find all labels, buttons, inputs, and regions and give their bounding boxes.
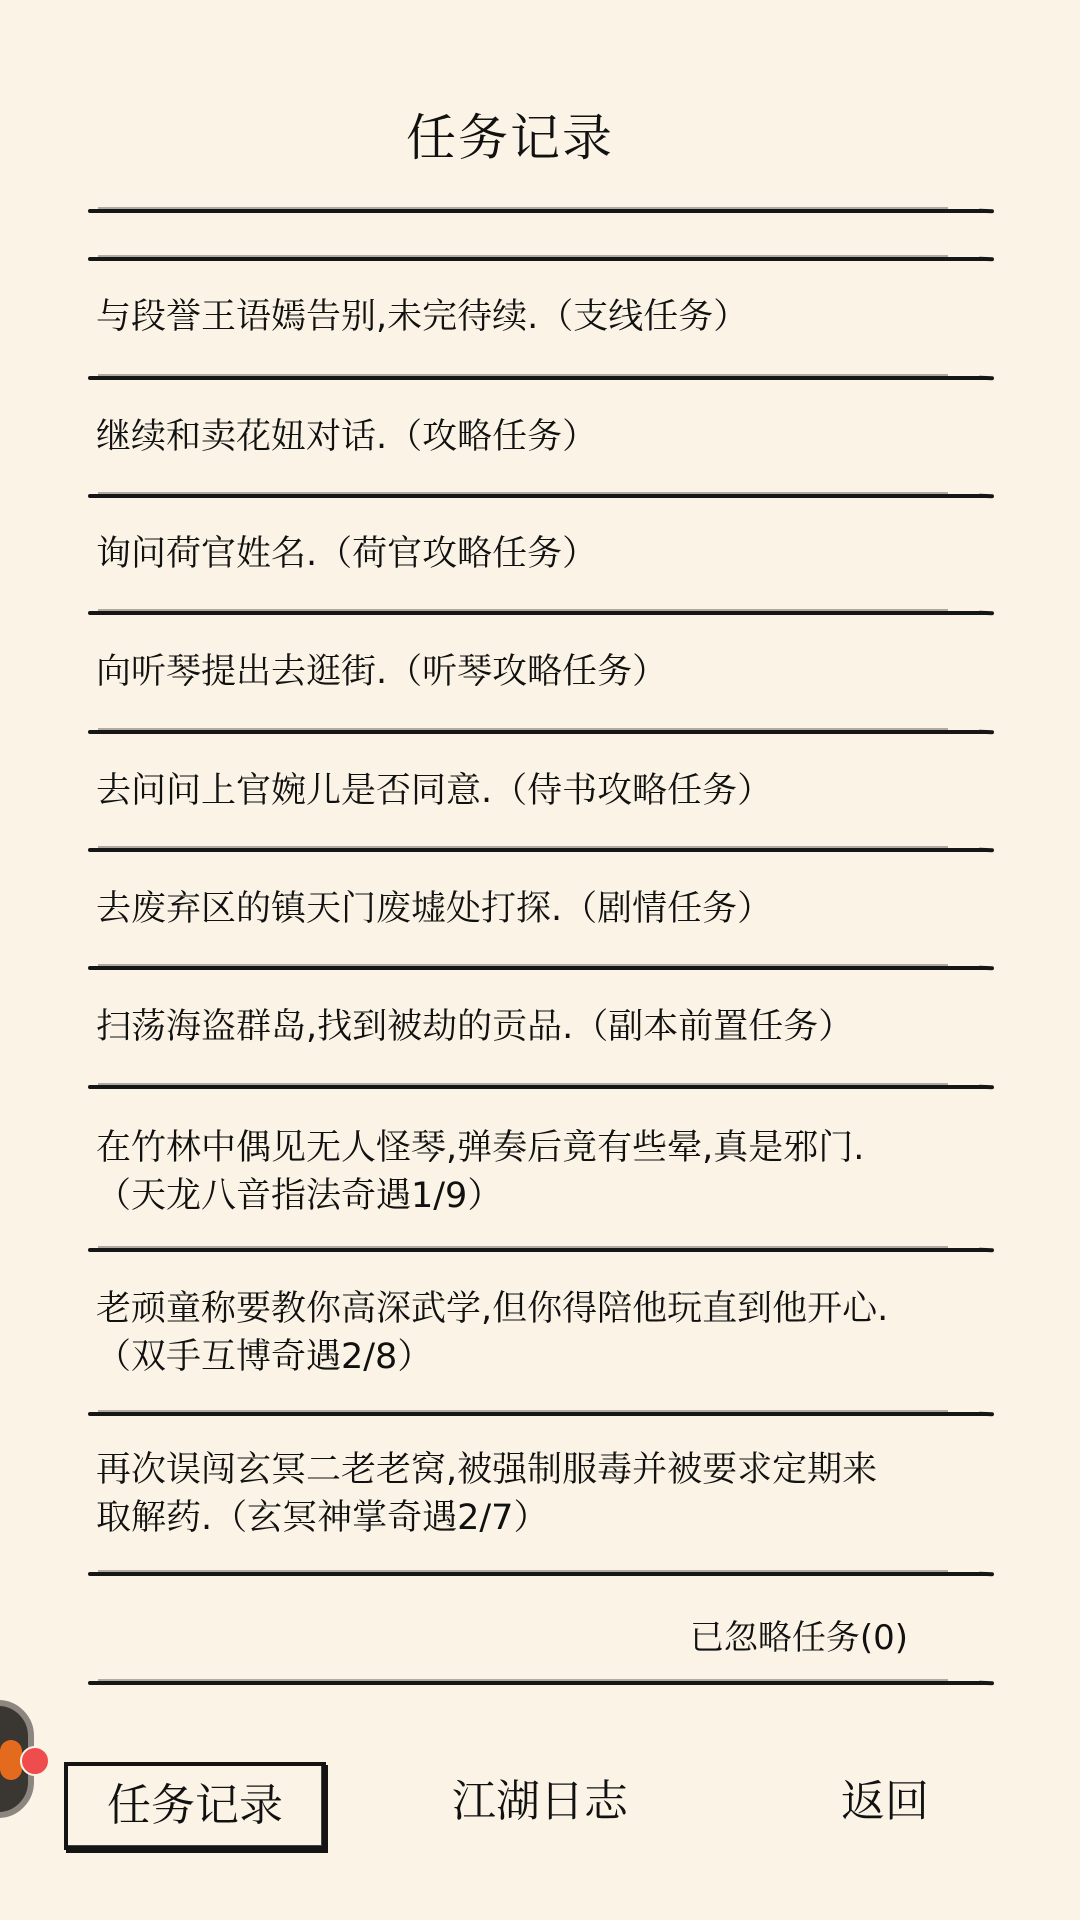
divider [88,1085,988,1089]
task-text: （双手互博奇遇2/8） [96,1337,433,1377]
task-item[interactable] [96,885,976,933]
task-item[interactable] [96,648,976,696]
task-item[interactable] [96,293,976,341]
task-text: 与段誉王语嫣告别,未完待续.（支线任务） [96,297,749,337]
task-item[interactable] [96,1003,976,1051]
task-item[interactable] [96,1446,976,1542]
task-item[interactable] [96,1285,976,1381]
divider [88,1412,988,1416]
divider [88,494,988,498]
tab-task-records[interactable]: 任务记录 [64,1762,326,1850]
ignored-tasks-button[interactable]: 已忽略任务(0) [689,1618,908,1658]
divider [88,1572,988,1576]
task-item[interactable] [96,530,976,578]
divider [88,611,988,615]
task-text: 询问荷官姓名.（荷官攻略任务） [96,534,598,574]
divider [88,257,988,261]
divider [88,1681,988,1685]
divider [88,376,988,380]
notification-dot-icon [20,1746,50,1776]
divider [88,1248,988,1252]
back-button[interactable]: 返回 [841,1776,929,1827]
divider [88,209,988,213]
task-text: 去废弃区的镇天门废墟处打探.（剧情任务） [96,889,773,929]
task-item[interactable] [96,767,976,815]
divider [88,730,988,734]
assistant-glyph-icon [0,1740,22,1780]
task-text: （天龙八音指法奇遇1/9） [96,1176,503,1216]
task-text: 老顽童称要教你高深武学,但你得陪他玩直到他开心. [96,1289,889,1329]
task-item[interactable] [96,1124,976,1220]
task-text: 继续和卖花妞对话.（攻略任务） [96,417,598,457]
task-text: 去问问上官婉儿是否同意.（侍书攻略任务） [96,771,773,811]
tab-jianghu-journal[interactable]: 江湖日志 [452,1776,628,1827]
divider [88,966,988,970]
task-item[interactable] [96,413,976,461]
page-title: 任务记录 [406,109,614,167]
divider [88,848,988,852]
task-text: 取解药.（玄冥神掌奇遇2/7） [96,1498,549,1538]
task-text: 再次误闯玄冥二老老窝,被强制服毒并被要求定期来 [96,1450,878,1490]
task-text: 向听琴提出去逛街.（听琴攻略任务） [96,652,668,692]
task-text: 在竹林中偶见无人怪琴,弹奏后竟有些晕,真是邪门. [96,1128,865,1168]
task-text: 扫荡海盗群岛,找到被劫的贡品.（副本前置任务） [96,1007,854,1047]
